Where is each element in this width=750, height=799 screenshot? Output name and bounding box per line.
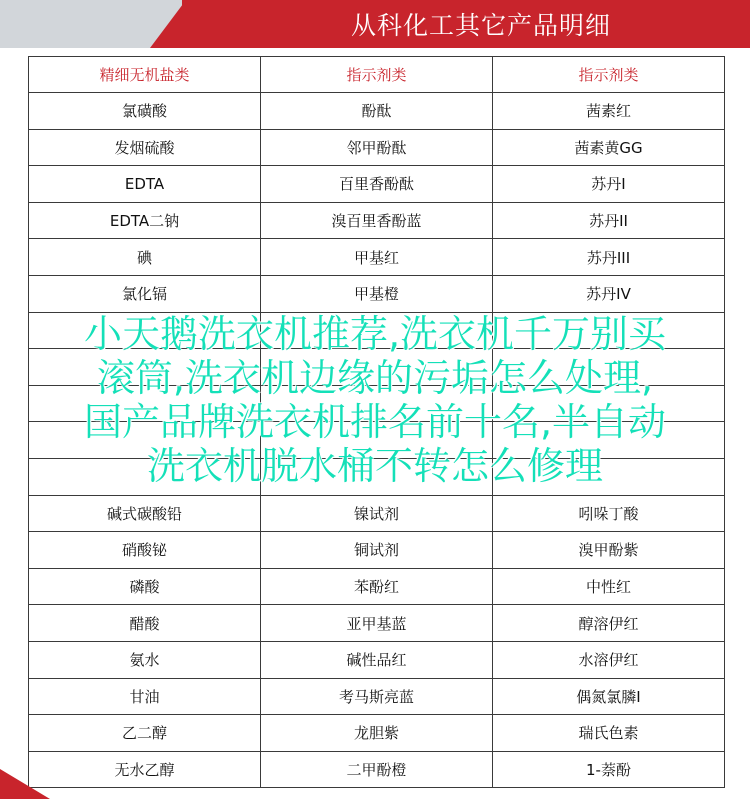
table-cell: 醋酸 [29, 605, 261, 642]
table-cell: 碱性品红 [261, 641, 493, 678]
table-cell: 中性红 [493, 568, 725, 605]
table-cell: 溴百里香酚蓝 [261, 202, 493, 239]
table-row [29, 495, 725, 532]
table-cell: 乙二醇 [29, 715, 261, 752]
table-row [29, 605, 725, 642]
table-cell: 二甲酚橙 [261, 751, 493, 788]
table-cell: 苏丹II [493, 202, 725, 239]
table-cell: 考马斯亮蓝 [261, 678, 493, 715]
table-cell: 氯化镉 [29, 275, 261, 312]
table-cell: 醇溶伊红 [493, 605, 725, 642]
overlay-line-1[interactable]: 小天鹅洗衣机推荐,洗衣机千万别买 [83, 312, 667, 356]
table-row [29, 715, 725, 752]
overlay-line-4[interactable]: 洗衣机脱水桶不转怎么修理 [146, 444, 603, 488]
table-cell: 甘油 [29, 678, 261, 715]
table-cell: 碘 [29, 239, 261, 276]
table-cell: 苏丹I [493, 166, 725, 203]
page-title: 从科化工其它产品明细 [350, 11, 611, 40]
table-row [29, 275, 725, 312]
table-row [29, 678, 725, 715]
table-row [29, 129, 725, 166]
title-banner [182, 0, 750, 48]
table-cell: 酚酞 [261, 93, 493, 130]
table-cell: EDTA二钠 [29, 202, 261, 239]
header-cell-3: 指示剂类 [493, 57, 725, 93]
table-cell: 发烟硫酸 [29, 129, 261, 166]
table-cell: 百里香酚酞 [261, 166, 493, 203]
table-cell: 溴甲酚紫 [493, 532, 725, 569]
table-row [29, 166, 725, 203]
table-cell: 邻甲酚酞 [261, 129, 493, 166]
header-cell-2: 指示剂类 [261, 57, 493, 93]
table-cell: 甲基橙 [261, 275, 493, 312]
overlay-line-3[interactable]: 国产品牌洗衣机排名前十名,半自动 [83, 400, 667, 444]
table-cell: 铜试剂 [261, 532, 493, 569]
table-cell: 瑞氏色素 [493, 715, 725, 752]
table-cell: 镍试剂 [261, 495, 493, 532]
table-row [29, 532, 725, 569]
table-row [29, 568, 725, 605]
table-cell: 碱式碳酸铅 [29, 495, 261, 532]
table-row [29, 93, 725, 130]
table-cell: 甲基红 [261, 239, 493, 276]
table-cell: 亚甲基蓝 [261, 605, 493, 642]
table-row [29, 202, 725, 239]
table-row [29, 641, 725, 678]
table-cell: 苯酚红 [261, 568, 493, 605]
table-cell: 茜素红 [493, 93, 725, 130]
table-row [29, 239, 725, 276]
table-cell: 苏丹III [493, 239, 725, 276]
table-cell: 吲哚丁酸 [493, 495, 725, 532]
table-cell: 水溶伊红 [493, 641, 725, 678]
overlay-link-text[interactable] [0, 312, 750, 488]
table-cell: 茜素黄GG [493, 129, 725, 166]
table-cell: 无水乙醇 [29, 751, 261, 788]
header-cell-1: 精细无机盐类 [29, 57, 261, 93]
table-cell: 龙胆紫 [261, 715, 493, 752]
table-cell: 氨水 [29, 641, 261, 678]
table-cell: 磷酸 [29, 568, 261, 605]
table-cell: 偶氮氯膦I [493, 678, 725, 715]
table-cell: 氯磺酸 [29, 93, 261, 130]
table-cell: 硝酸铋 [29, 532, 261, 569]
table-cell: EDTA [29, 166, 261, 203]
table-header-row [29, 57, 725, 93]
table-row [29, 751, 725, 788]
table-cell: 1-萘酚 [493, 751, 725, 788]
table-cell: 苏丹IV [493, 275, 725, 312]
overlay-line-2[interactable]: 滚筒,洗衣机边缘的污垢怎么处理, [96, 356, 654, 400]
